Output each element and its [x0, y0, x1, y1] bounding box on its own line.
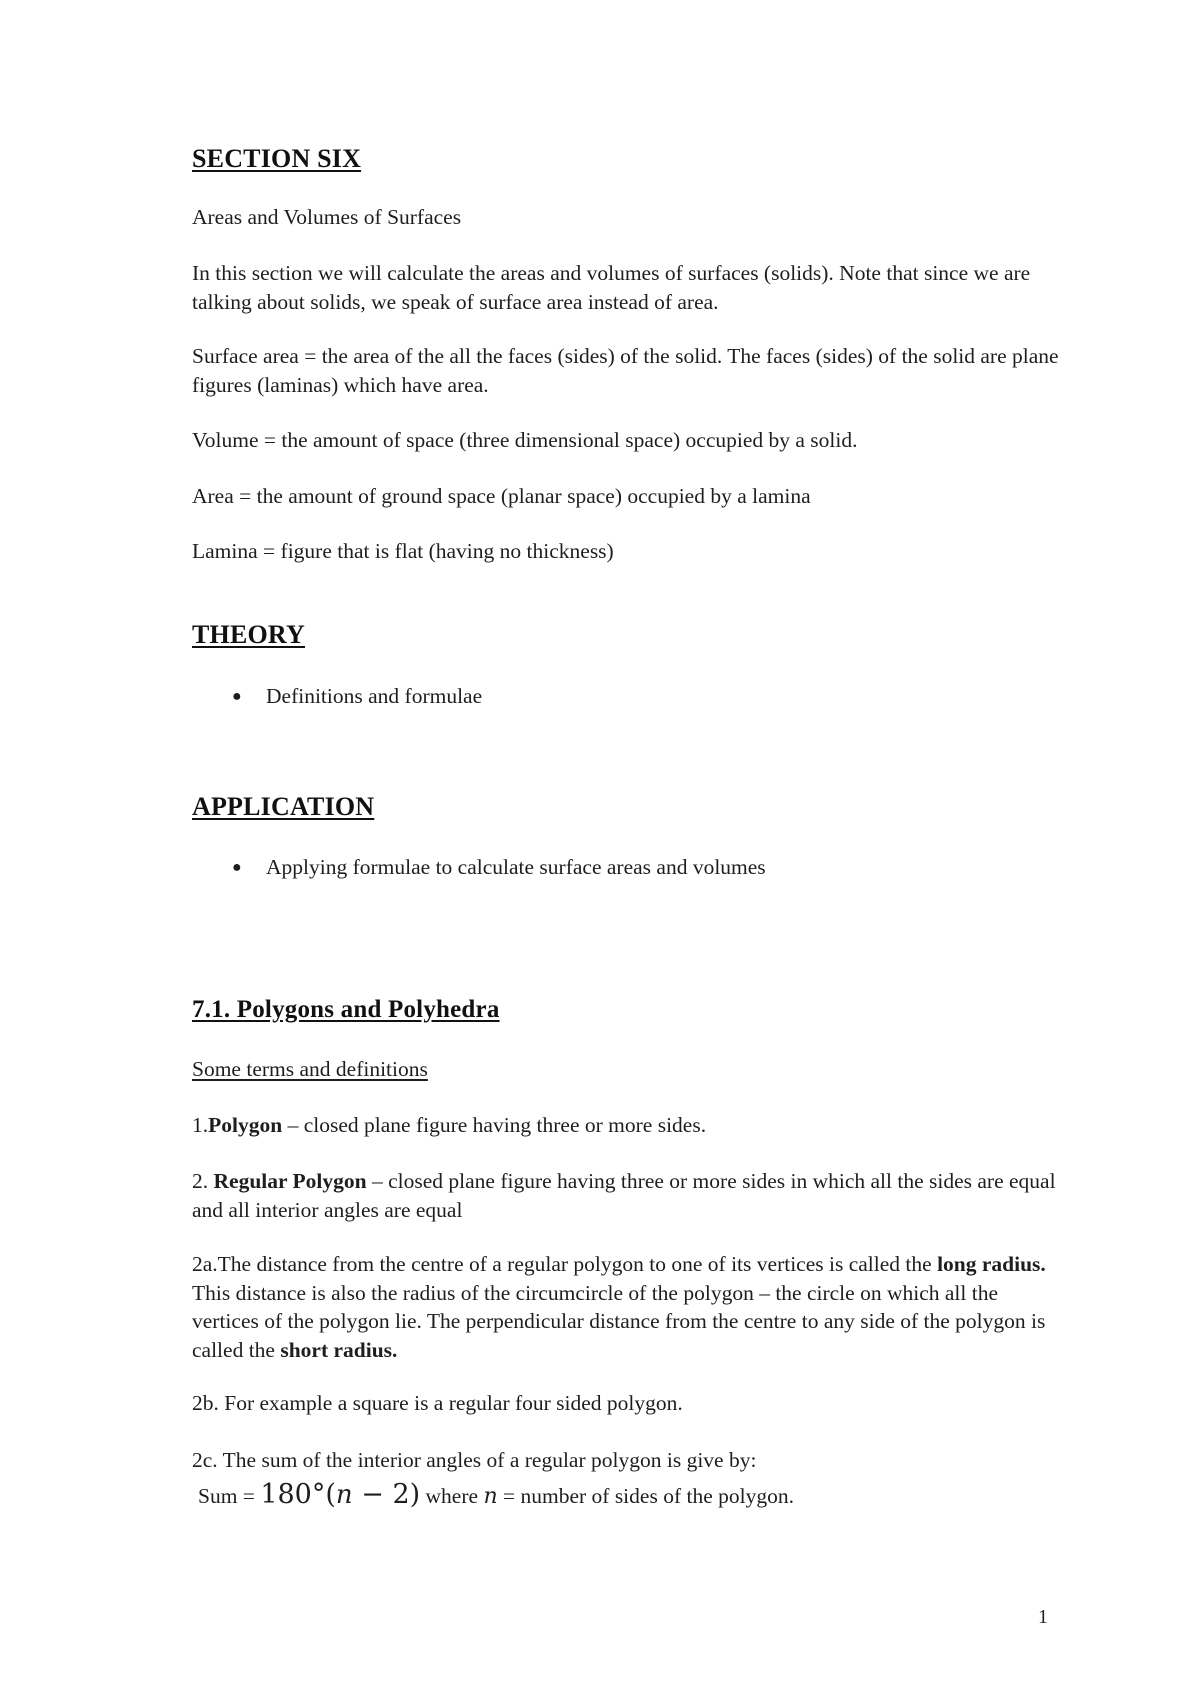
formula-rest: − 2) — [352, 1479, 421, 1510]
formula-expression — [260, 1479, 420, 1510]
item-polygon-text: – closed plane figure having three or more sides. — [282, 1113, 707, 1137]
item-polygon-term: Polygon — [208, 1113, 283, 1137]
application-heading: APPLICATION — [192, 792, 375, 821]
item-regular-polygon-number: 2. — [192, 1169, 214, 1193]
item-2a-short-radius: short radius. — [280, 1337, 398, 1362]
item-2a-long-radius: long radius. — [937, 1252, 1046, 1276]
formula-variable: n — [335, 1480, 353, 1510]
formula-number: 180° — [260, 1479, 326, 1510]
theory-bullet-text: Definitions and formulae — [266, 684, 483, 708]
application-bullet-text: Applying formulae to calculate surface areas and volumes — [266, 855, 766, 879]
item-polygon-number: 1. — [192, 1113, 209, 1137]
page-number: 1 — [1038, 1606, 1048, 1628]
formula-lead: Sum = — [198, 1484, 261, 1508]
definition-lamina: Lamina = figure that is flat (having no thickness) — [192, 539, 614, 563]
intro-paragraph: In this section we will calculate the areas and volumes of surfaces (solids). Note that since we are talking about solids, we speak of surface area instead of area. — [192, 261, 1031, 314]
formula-line — [198, 1481, 1068, 1512]
theory-bullet-item — [232, 682, 482, 711]
section-title: SECTION SIX — [192, 144, 362, 173]
item-regular-polygon-term: Regular Polygon — [213, 1169, 367, 1193]
definition-surface-area: Surface area = the area of the all the faces (sides) of the solid. The faces (sides) of the solid are plane figures (laminas) which have area. — [192, 344, 1059, 397]
formula-where-variable: n — [483, 1484, 498, 1509]
item-regular-polygon — [192, 1167, 1062, 1224]
item-2a-middle: This distance is also the radius of the circumcircle of the polygon – the circle on which all the vertices of the polygon lie. The perpendicular distance from the centre to any side of the polygon is called the — [192, 1280, 1046, 1362]
item-2c-sum: 2c. The sum of the interior angles of a regular polygon is give by: — [192, 1448, 757, 1472]
definition-volume: Volume = the amount of space (three dimensional space) occupied by a solid. — [192, 428, 858, 452]
bullet-icon: ● — [232, 688, 242, 705]
subsection-heading: 7.1. Polygons and Polyhedra — [192, 996, 500, 1023]
definition-area: Area = the amount of ground space (planar space) occupied by a lamina — [192, 484, 811, 508]
formula-open-paren: ( — [325, 1479, 336, 1510]
terms-label — [192, 1055, 1062, 1084]
formula-where: where — [420, 1484, 484, 1508]
section-subtitle: Areas and Volumes of Surfaces — [192, 205, 462, 229]
bullet-icon: ● — [232, 859, 242, 876]
application-bullet-item — [232, 853, 766, 882]
formula-tail: = number of sides of the polygon. — [497, 1484, 794, 1508]
item-polygon — [192, 1111, 1062, 1140]
item-2b-square: 2b. For example a square is a regular four sided polygon. — [192, 1391, 683, 1415]
terms-label-text: Some terms and definitions — [192, 1057, 428, 1081]
item-regular-polygon-text: – closed plane figure having three or more sides in which all the sides are equal and all interior angles are equal — [192, 1169, 1056, 1222]
item-2a-radius — [192, 1250, 1062, 1364]
theory-heading: THEORY — [192, 620, 305, 649]
item-2a-prefix: 2a.The distance from the centre of a regular polygon to one of its vertices is called the — [192, 1252, 938, 1276]
